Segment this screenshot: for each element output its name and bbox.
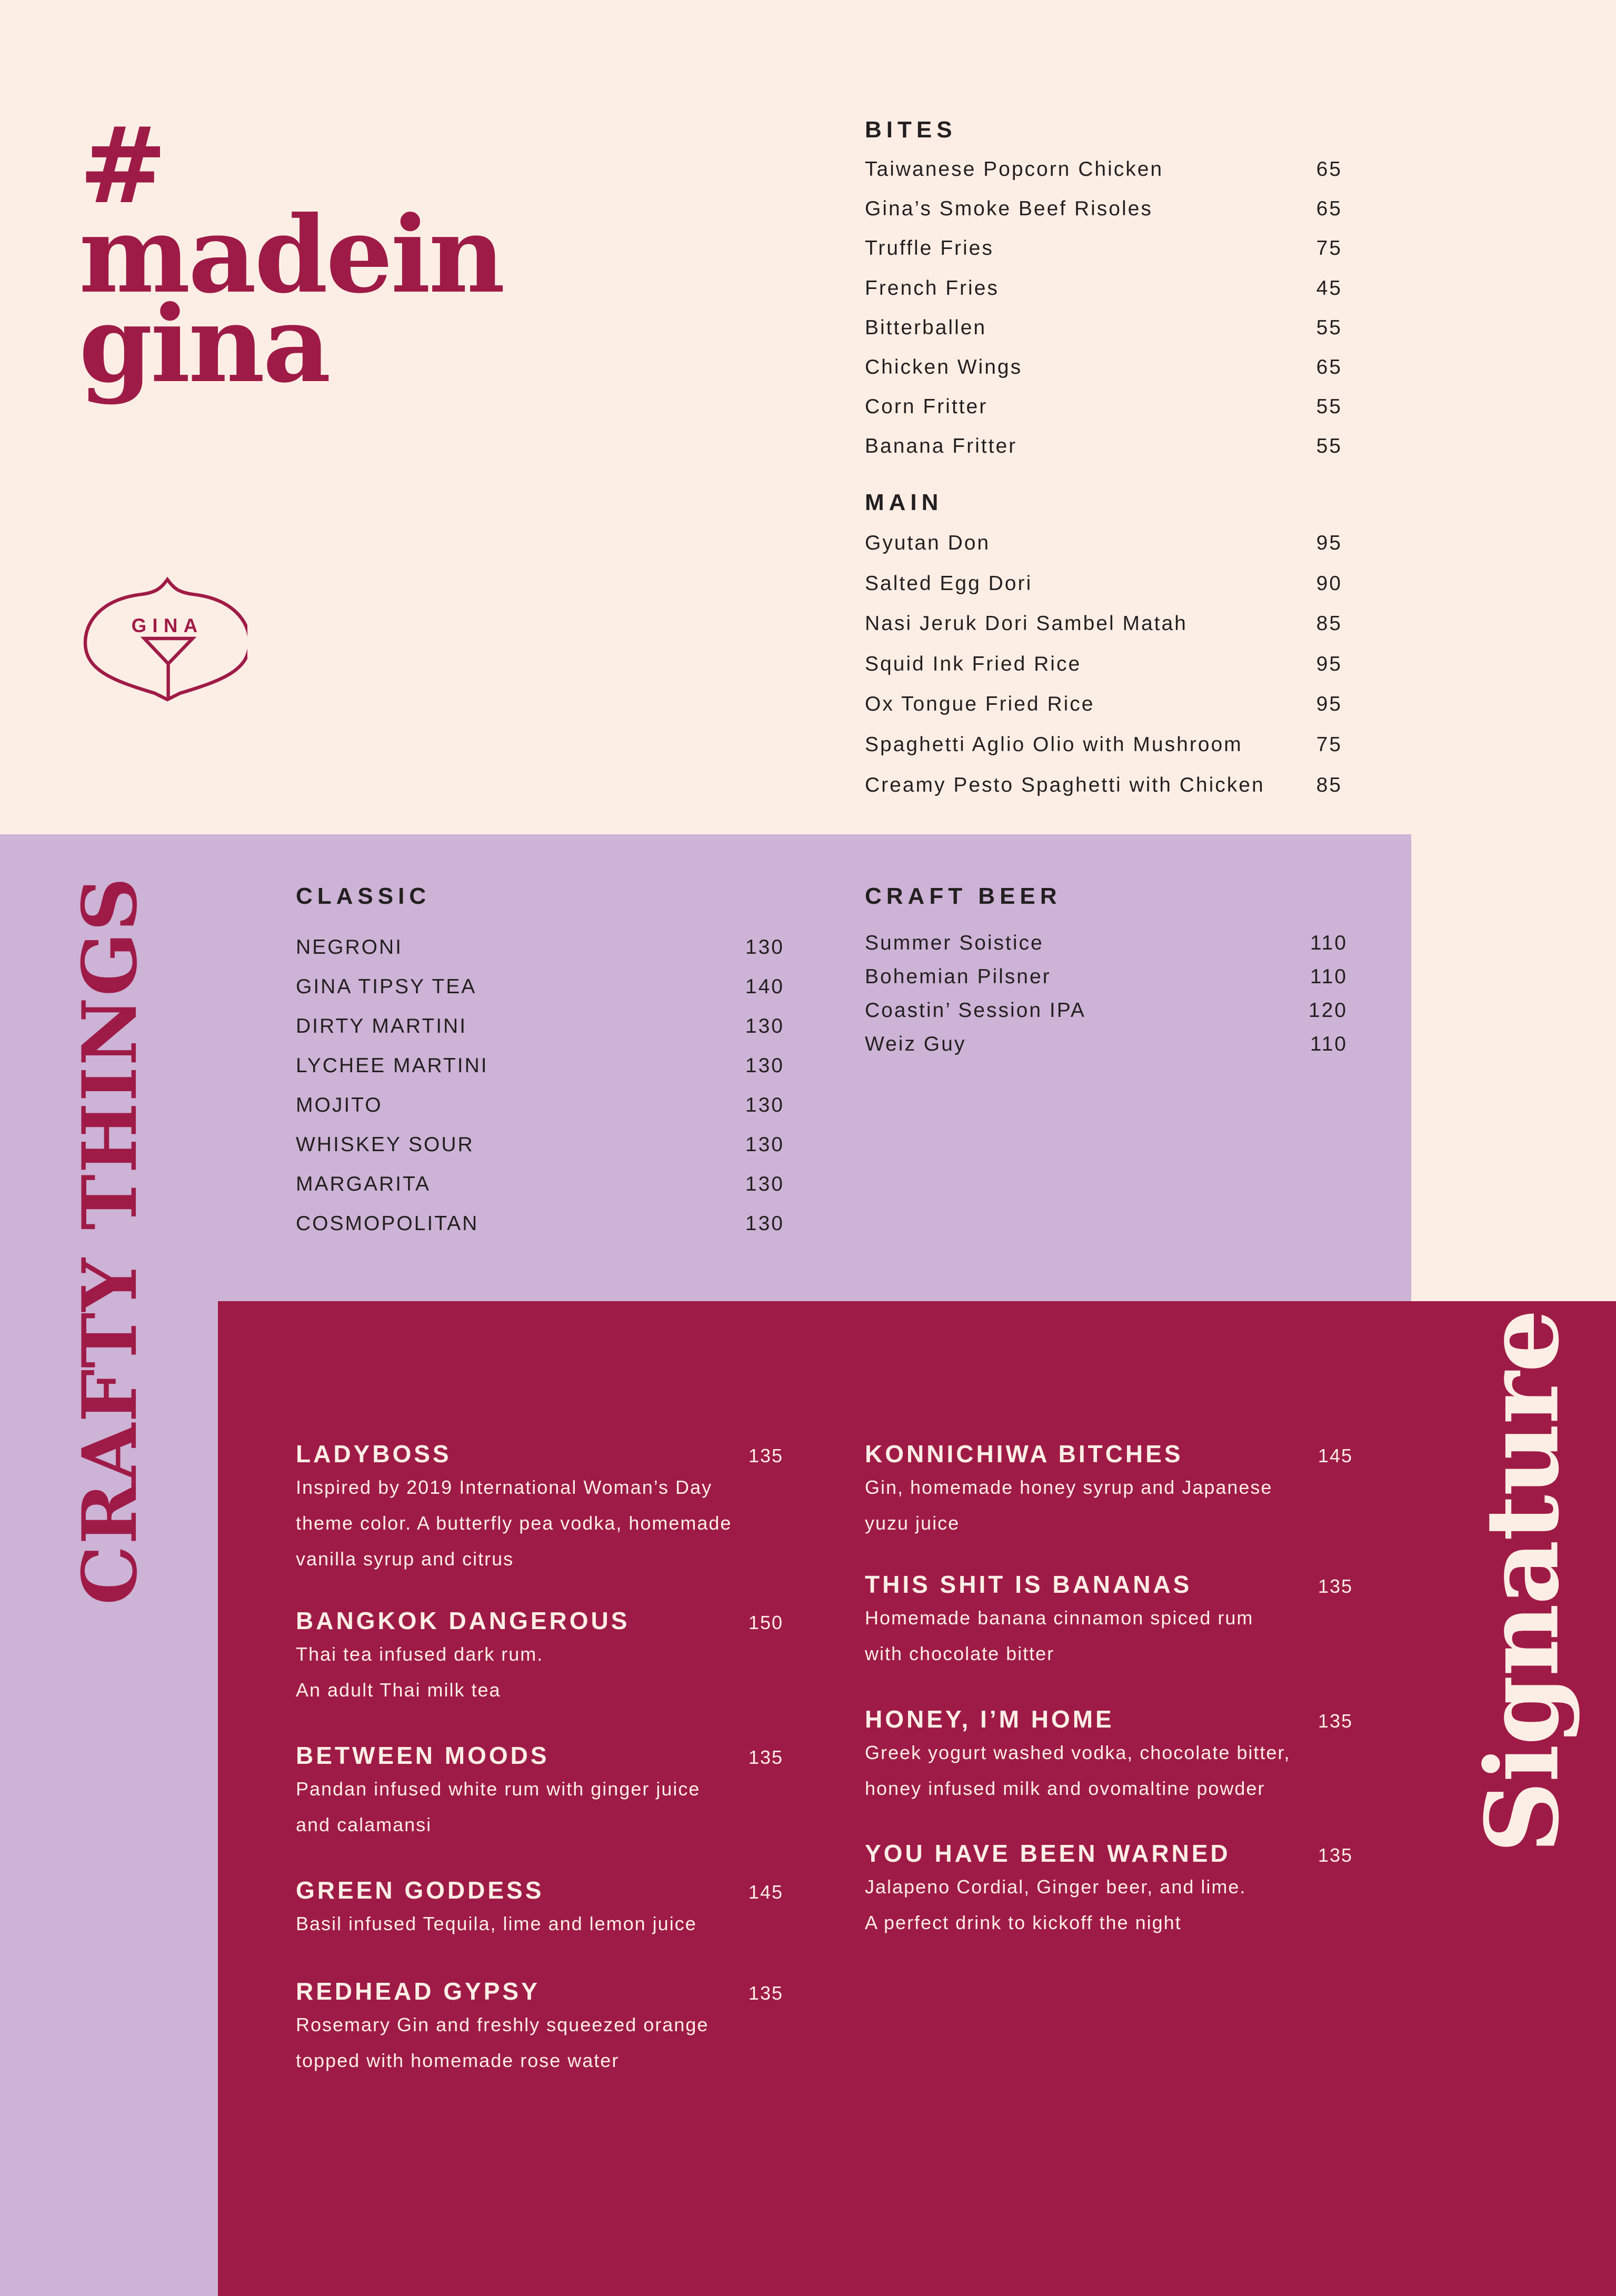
- menu-item: [865, 356, 1342, 379]
- item-name: Corn Fritter: [865, 395, 988, 418]
- menu-item: [865, 693, 1342, 716]
- menu-item: [865, 612, 1342, 635]
- gina-logo: [79, 562, 247, 715]
- item-name: Salted Egg Dori: [865, 572, 1033, 595]
- menu-item: [865, 999, 1348, 1022]
- crafty-things-title: CRAFTY THINGS: [66, 876, 154, 1605]
- item-price: 135: [1318, 1575, 1353, 1597]
- item-name: Banana Fritter: [865, 435, 1018, 458]
- signature-item: [296, 1440, 783, 1575]
- signature-item: [296, 1741, 783, 1841]
- item-description: topped with homemade rose water: [296, 2050, 620, 2071]
- item-name: BANGKOK DANGEROUS: [296, 1607, 630, 1634]
- item-description: Jalapeno Cordial, Ginger beer, and lime.: [865, 1876, 1246, 1898]
- item-price: 135: [1318, 1710, 1353, 1732]
- signature-item-header: [865, 1705, 1353, 1733]
- item-description: and calamansi: [296, 1814, 432, 1835]
- item-price: 95: [1316, 693, 1342, 716]
- craft-beer-heading: CRAFT BEER: [865, 883, 1062, 909]
- signature-item-header: [296, 1440, 783, 1468]
- item-description: A perfect drink to kickoff the night: [865, 1912, 1182, 1933]
- menu-item: [865, 277, 1342, 300]
- item-name: NEGRONI: [296, 936, 403, 959]
- item-name: REDHEAD GYPSY: [296, 1978, 540, 2005]
- item-description: Basil infused Tequila, lime and lemon juice: [296, 1913, 697, 1934]
- item-name: Gyutan Don: [865, 532, 991, 554]
- item-price: 85: [1316, 612, 1342, 635]
- menu-item: [296, 1133, 784, 1156]
- signature-item-header: [296, 1876, 783, 1904]
- menu-item: [296, 975, 784, 999]
- signature-title: Signature: [1463, 1310, 1581, 1854]
- item-description: Thai tea infused dark rum.: [296, 1643, 544, 1665]
- item-name: Taiwanese Popcorn Chicken: [865, 158, 1164, 181]
- item-price: 65: [1316, 158, 1342, 181]
- menu-item: [865, 395, 1342, 418]
- menu-item: [865, 653, 1342, 676]
- item-price: 130: [745, 1212, 784, 1235]
- signature-item-header: [865, 1839, 1353, 1868]
- item-description: Gin, homemade honey syrup and Japanese: [865, 1476, 1273, 1498]
- signature-item: [865, 1705, 1353, 1805]
- menu-item: [865, 965, 1348, 989]
- menu-item: [865, 197, 1342, 221]
- item-description: vanilla syrup and citrus: [296, 1548, 514, 1570]
- item-name: KONNICHIWA BITCHES: [865, 1440, 1183, 1468]
- item-name: Truffle Fries: [865, 237, 994, 260]
- item-price: 135: [748, 1746, 783, 1768]
- menu-item: [865, 733, 1342, 756]
- item-name: Weiz Guy: [865, 1033, 966, 1055]
- item-name: GREEN GODDESS: [296, 1876, 544, 1904]
- brand-hashtag-title: [79, 104, 503, 406]
- item-description: Inspired by 2019 International Woman’s Day: [296, 1476, 713, 1498]
- item-price: 95: [1316, 532, 1342, 554]
- item-name: HONEY, I’M HOME: [865, 1705, 1114, 1733]
- hashtag: #: [79, 104, 165, 227]
- item-price: 145: [1318, 1445, 1353, 1466]
- signature-item-header: [296, 1977, 783, 2005]
- item-name: Coastin’ Session IPA: [865, 999, 1086, 1022]
- item-price: 130: [745, 1054, 784, 1077]
- menu-item: [865, 435, 1342, 458]
- item-name: LYCHEE MARTINI: [296, 1054, 488, 1077]
- item-description: honey infused milk and ovomaltine powder: [865, 1778, 1265, 1799]
- item-name: THIS SHIT IS BANANAS: [865, 1571, 1192, 1598]
- item-price: 140: [745, 975, 784, 998]
- item-price: 110: [1310, 965, 1348, 988]
- menu-item: [865, 316, 1342, 340]
- menu-item: [296, 936, 784, 959]
- item-price: 55: [1316, 395, 1342, 418]
- signature-item: [865, 1570, 1353, 1670]
- item-price: 65: [1316, 356, 1342, 378]
- item-price: 135: [748, 1982, 783, 2004]
- item-description: Greek yogurt washed vodka, chocolate bitter,: [865, 1742, 1291, 1763]
- item-price: 55: [1316, 435, 1342, 458]
- item-name: Bitterballen: [865, 316, 987, 339]
- item-price: 85: [1316, 773, 1342, 796]
- item-price: 130: [745, 1133, 784, 1156]
- item-name: MARGARITA: [296, 1173, 431, 1195]
- item-price: 135: [748, 1445, 783, 1466]
- item-price: 145: [748, 1881, 783, 1903]
- signature-item: [296, 1977, 783, 2077]
- menu-item: [865, 158, 1342, 181]
- signature-item: [865, 1839, 1353, 1939]
- item-price: 130: [745, 1094, 784, 1116]
- item-name: WHISKEY SOUR: [296, 1133, 474, 1156]
- item-price: 130: [745, 1173, 784, 1195]
- menu-item: [296, 1094, 784, 1117]
- signature-item-header: [296, 1741, 783, 1770]
- bites-heading: BITES: [865, 117, 957, 143]
- brand-line-2: gina: [79, 283, 329, 406]
- item-price: 90: [1316, 572, 1342, 595]
- signature-item-header: [296, 1606, 783, 1635]
- item-name: LADYBOSS: [296, 1440, 452, 1468]
- item-price: 120: [1308, 999, 1348, 1022]
- item-name: Bohemian Pilsner: [865, 965, 1051, 988]
- item-name: French Fries: [865, 276, 999, 300]
- item-price: 95: [1316, 652, 1342, 675]
- menu-item: [865, 572, 1342, 595]
- menu-item: [296, 1212, 784, 1235]
- menu-item: [865, 932, 1348, 955]
- item-price: 150: [748, 1612, 783, 1633]
- item-name: Creamy Pesto Spaghetti with Chicken: [865, 773, 1265, 796]
- main-heading: MAIN: [865, 490, 943, 515]
- item-name: COSMOPOLITAN: [296, 1212, 479, 1235]
- item-name: MOJITO: [296, 1094, 383, 1116]
- item-description: Rosemary Gin and freshly squeezed orange: [296, 2014, 709, 2035]
- item-name: Spaghetti Aglio Olio with Mushroom: [865, 733, 1243, 756]
- item-description: Pandan infused white rum with ginger juice: [296, 1778, 701, 1800]
- item-price: 65: [1316, 197, 1342, 221]
- item-price: 75: [1316, 733, 1342, 756]
- item-name: GINA TIPSY TEA: [296, 975, 477, 998]
- menu-item: [296, 1015, 784, 1038]
- menu-item: [865, 1033, 1348, 1056]
- item-name: Nasi Jeruk Dori Sambel Matah: [865, 612, 1188, 635]
- item-description: Homemade banana cinnamon spiced rum: [865, 1607, 1254, 1629]
- item-price: 45: [1316, 276, 1342, 300]
- item-name: Squid Ink Fried Rice: [865, 652, 1082, 675]
- item-price: 130: [745, 936, 784, 959]
- menu-item: [865, 774, 1342, 797]
- item-description: An adult Thai milk tea: [296, 1679, 501, 1701]
- item-name: Ox Tongue Fried Rice: [865, 693, 1095, 716]
- brand-line-1: madein: [79, 193, 503, 317]
- item-description: yuzu juice: [865, 1512, 960, 1534]
- item-name: YOU HAVE BEEN WARNED: [865, 1840, 1231, 1867]
- classic-heading: CLASSIC: [296, 883, 431, 909]
- signature-item-header: [865, 1440, 1353, 1468]
- menu-item: [865, 532, 1342, 555]
- item-price: 135: [1318, 1844, 1353, 1866]
- signature-item: [296, 1876, 783, 1940]
- item-price: 110: [1310, 1033, 1348, 1055]
- menu-item: [296, 1054, 784, 1077]
- item-name: DIRTY MARTINI: [296, 1015, 467, 1037]
- logo-text: GINA: [131, 615, 204, 636]
- item-price: 55: [1316, 316, 1342, 339]
- menu-item: [296, 1173, 784, 1196]
- signature-item: [865, 1440, 1353, 1540]
- item-name: Summer Soistice: [865, 932, 1044, 954]
- menu-item: [865, 237, 1342, 260]
- item-description: theme color. A butterfly pea vodka, homemade: [296, 1512, 732, 1534]
- item-name: Gina’s Smoke Beef Risoles: [865, 197, 1153, 221]
- signature-item-header: [865, 1570, 1353, 1599]
- item-description: with chocolate bitter: [865, 1643, 1055, 1664]
- signature-item: [296, 1606, 783, 1706]
- item-price: 130: [745, 1015, 784, 1037]
- item-price: 110: [1310, 932, 1348, 954]
- item-price: 75: [1316, 237, 1342, 260]
- item-name: Chicken Wings: [865, 356, 1023, 378]
- item-name: BETWEEN MOODS: [296, 1742, 550, 1769]
